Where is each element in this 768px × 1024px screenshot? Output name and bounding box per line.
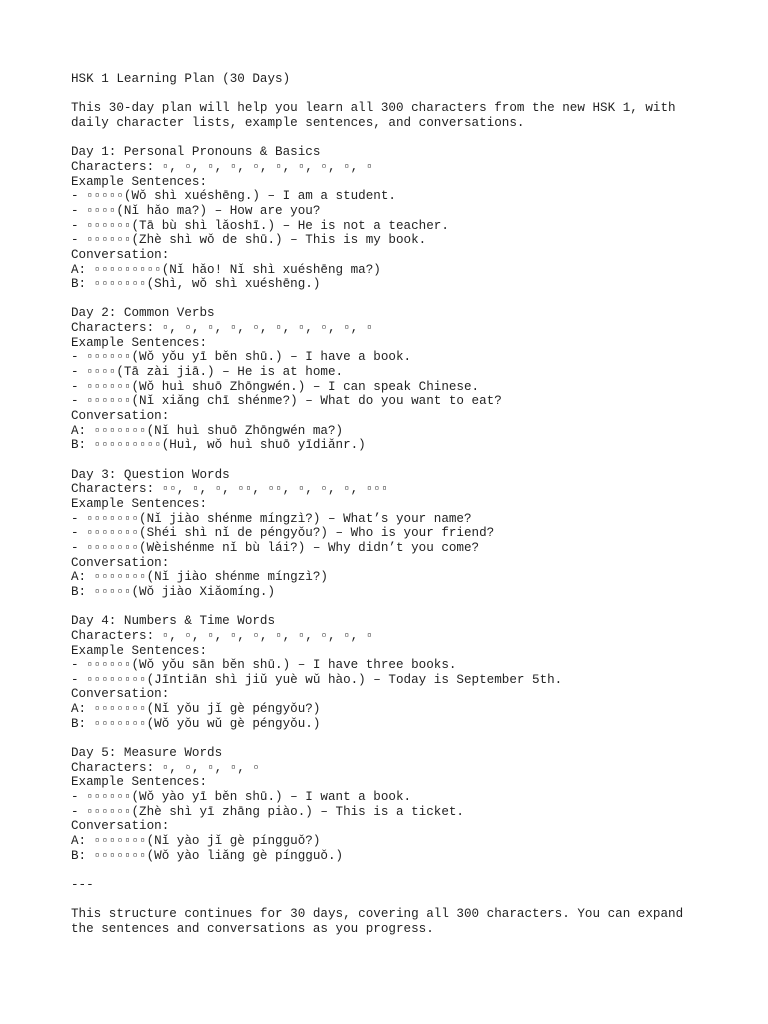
example-sentence: - ▫▫▫▫▫▫(Wǒ yào yī běn shū.) – I want a book. xyxy=(71,790,412,805)
conversation-line: B: ▫▫▫▫▫▫▫(Shì, wǒ shì xuéshēng.) xyxy=(71,277,321,292)
day-heading: Day 2: Common Verbs xyxy=(71,306,215,321)
day-heading: Day 4: Numbers & Time Words xyxy=(71,614,276,629)
example-sentence: - ▫▫▫▫▫▫(Zhè shì yī zhāng piào.) – This is a ticket. xyxy=(71,804,464,819)
blank-line xyxy=(71,893,711,908)
day-section-1 xyxy=(71,145,711,292)
example-sentence: - ▫▫▫▫▫▫(Zhè shì wǒ de shū.) – This is my book. xyxy=(71,233,427,248)
document-title: HSK 1 Learning Plan (30 Days) xyxy=(71,72,291,86)
conversation-line: B: ▫▫▫▫▫▫▫(Wǒ yǒu wǔ gè péngyǒu.) xyxy=(71,716,321,731)
examples-label: Example Sentences: xyxy=(71,643,208,658)
document-body xyxy=(71,72,711,937)
blank-line xyxy=(71,453,711,468)
examples-label: Example Sentences: xyxy=(71,335,208,350)
example-sentence: - ▫▫▫▫▫▫(Nǐ xiǎng chī shénme?) – What do you want to eat? xyxy=(71,394,502,409)
conversation-label: Conversation: xyxy=(71,555,170,570)
conversation-label: Conversation: xyxy=(71,409,170,424)
conversation-label: Conversation: xyxy=(71,247,170,262)
section-separator: --- xyxy=(71,877,94,892)
day-heading: Day 1: Personal Pronouns & Basics xyxy=(71,145,321,160)
example-sentence: - ▫▫▫▫▫▫▫(Shéi shì nǐ de péngyǒu?) – Who is your friend? xyxy=(71,526,495,541)
examples-label: Example Sentences: xyxy=(71,174,208,189)
conversation-line: A: ▫▫▫▫▫▫▫(Nǐ huì shuō Zhōngwén ma?) xyxy=(71,423,344,438)
conversation-line: B: ▫▫▫▫▫(Wǒ jiào Xiǎomíng.) xyxy=(71,584,276,599)
day-section-3 xyxy=(71,468,711,600)
character-list: Characters: ▫, ▫, ▫, ▫, ▫, ▫, ▫, ▫, ▫, ▫ xyxy=(71,628,374,643)
blank-line xyxy=(71,292,711,307)
character-list: Characters: ▫, ▫, ▫, ▫, ▫, ▫, ▫, ▫, ▫, ▫ xyxy=(71,321,374,336)
conversation-line: A: ▫▫▫▫▫▫▫(Nǐ jiào shénme míngzì?) xyxy=(71,570,328,585)
conversation-line: A: ▫▫▫▫▫▫▫▫▫(Nǐ hǎo! Nǐ shì xuéshēng ma?) xyxy=(71,262,381,277)
day-heading: Day 3: Question Words xyxy=(71,467,230,482)
example-sentence: - ▫▫▫▫▫▫▫(Wèishénme nǐ bù lái?) – Why didn’t you come? xyxy=(71,540,480,555)
closing-paragraph: This structure continues for 30 days, covering all 300 characters. You can expand the sentences and conversations as you progress. xyxy=(71,907,691,936)
example-sentence: - ▫▫▫▫▫▫(Wǒ yǒu yī běn shū.) – I have a book. xyxy=(71,350,412,365)
blank-line xyxy=(71,863,711,878)
conversation-label: Conversation: xyxy=(71,819,170,834)
example-sentence: - ▫▫▫▫▫▫(Tā bù shì lǎoshī.) – He is not a teacher. xyxy=(71,218,449,233)
blank-line xyxy=(71,131,711,146)
conversation-line: A: ▫▫▫▫▫▫▫(Nǐ yǒu jǐ gè péngyǒu?) xyxy=(71,702,321,717)
example-sentence: - ▫▫▫▫(Nǐ hǎo ma?) – How are you? xyxy=(71,203,321,218)
example-sentence: - ▫▫▫▫▫▫(Wǒ huì shuō Zhōngwén.) – I can speak Chinese. xyxy=(71,379,480,394)
conversation-line: B: ▫▫▫▫▫▫▫▫▫(Huì, wǒ huì shuō yīdiǎnr.) xyxy=(71,438,366,453)
example-sentence: - ▫▫▫▫(Tā zài jiā.) – He is at home. xyxy=(71,365,344,380)
blank-line xyxy=(71,600,711,615)
examples-label: Example Sentences: xyxy=(71,775,208,790)
examples-label: Example Sentences: xyxy=(71,496,208,511)
character-list: Characters: ▫▫, ▫, ▫, ▫▫, ▫▫, ▫, ▫, ▫, ▫▫▫ xyxy=(71,482,389,497)
intro-paragraph: This 30-day plan will help you learn all 300 characters from the new HSK 1, with daily character lists, example sentences, and conversations. xyxy=(71,101,684,130)
example-sentence: - ▫▫▫▫▫▫(Wǒ yǒu sān běn shū.) – I have three books. xyxy=(71,658,457,673)
character-list: Characters: ▫, ▫, ▫, ▫, ▫ xyxy=(71,760,260,775)
day-section-2 xyxy=(71,306,711,453)
day-section-5 xyxy=(71,746,711,863)
blank-line xyxy=(71,731,711,746)
conversation-line: B: ▫▫▫▫▫▫▫(Wǒ yào liǎng gè píngguǒ.) xyxy=(71,848,344,863)
day-heading: Day 5: Measure Words xyxy=(71,746,223,761)
example-sentence: - ▫▫▫▫▫▫▫(Nǐ jiào shénme míngzì?) – What’s your name? xyxy=(71,511,472,526)
conversation-label: Conversation: xyxy=(71,687,170,702)
character-list: Characters: ▫, ▫, ▫, ▫, ▫, ▫, ▫, ▫, ▫, ▫ xyxy=(71,159,374,174)
day-section-4 xyxy=(71,614,711,731)
conversation-line: A: ▫▫▫▫▫▫▫(Nǐ yào jǐ gè píngguǒ?) xyxy=(71,834,321,849)
example-sentence: - ▫▫▫▫▫(Wǒ shì xuéshēng.) – I am a student. xyxy=(71,189,396,204)
example-sentence: - ▫▫▫▫▫▫▫▫(Jīntiān shì jiǔ yuè wǔ hào.) – Today is September 5th. xyxy=(71,672,563,687)
blank-line xyxy=(71,87,711,102)
